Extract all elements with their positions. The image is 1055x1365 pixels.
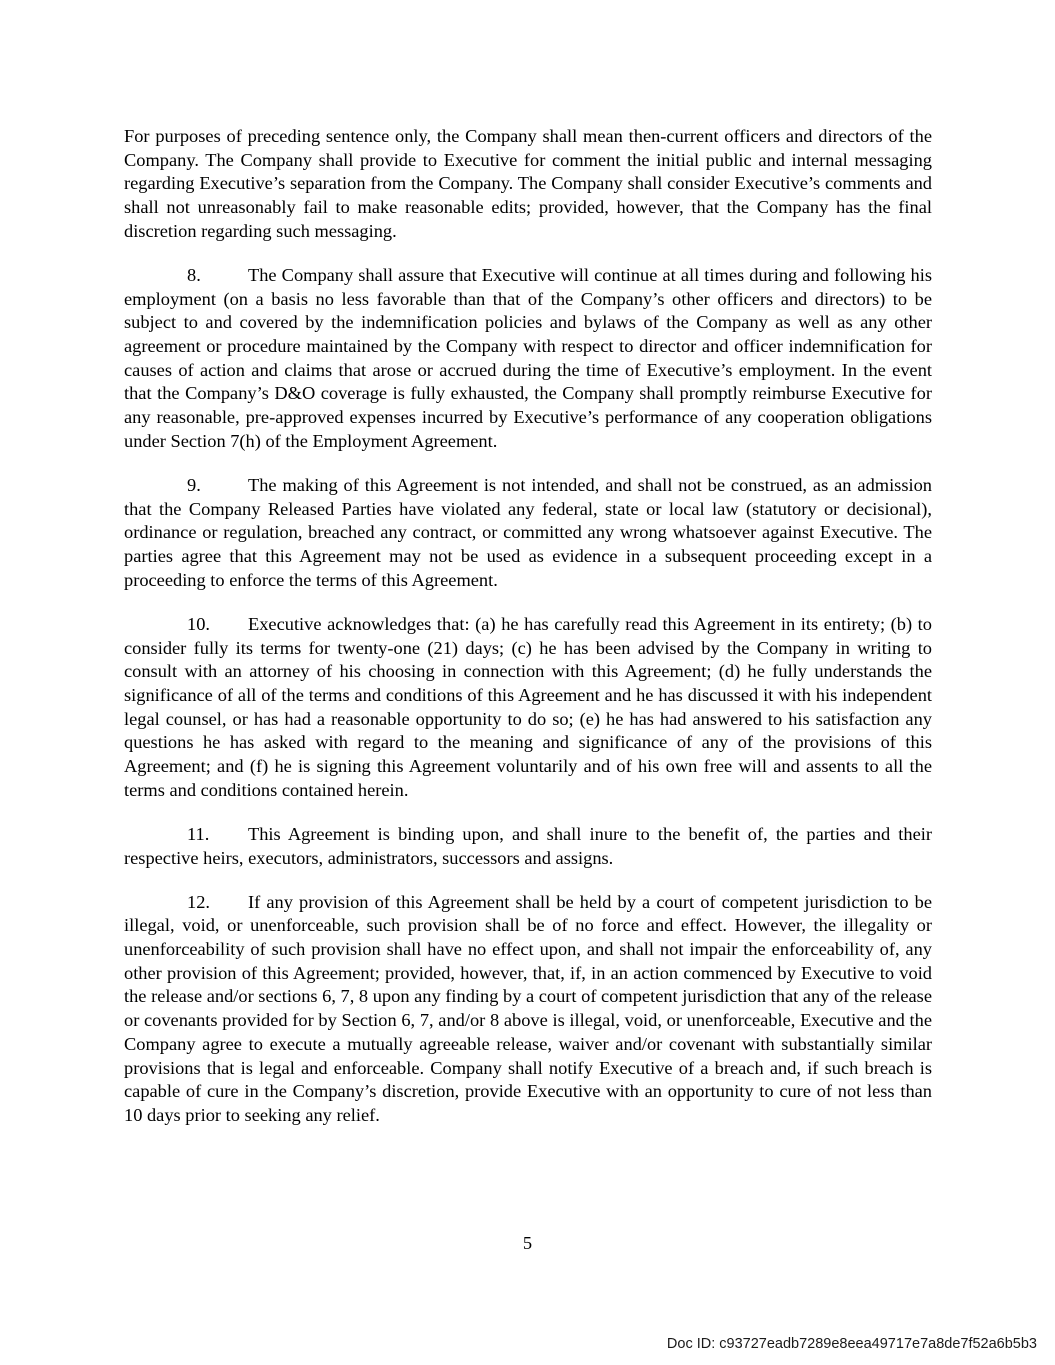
paragraph-continuation bbox=[124, 125, 932, 244]
paragraph-text: The making of this Agreement is not intended, and shall not be construed, as an admission that the Company Released Parties have violated any federal, state or local law (statutory or decisional), ordinance or regulation, breached any contract, or committed any wrong whatsoever against Executive. The parties agree that this Agreement may not be used as evidence in a subsequent proceeding except in a proceeding to enforce the terms of this Agreement. bbox=[124, 474, 932, 590]
paragraph-9 bbox=[124, 474, 932, 593]
paragraph-number: 9. bbox=[187, 474, 201, 495]
paragraph-10 bbox=[124, 613, 932, 803]
paragraph-8 bbox=[124, 264, 932, 454]
paragraph-number: 11. bbox=[187, 823, 210, 844]
paragraph-text: If any provision of this Agreement shall be held by a court of competent jurisdiction to be illegal, void, or unenforceable, such provision shall be of no force and effect. However, the illegality or unenforceability of such provision shall have no effect upon, and shall not impair the enforceability of, any other provision of this Agreement; provided, however, that, if, in an action commenced by Executive to void the release and/or sections 6, 7, 8 upon any finding by a court of competent jurisdiction that any of the release or covenants provided for by Section 6, 7, and/or 8 above is illegal, void, or unenforceable, Executive and the Company agree to execute a mutually agreeable release, waiver and/or covenant with substantially similar provisions that is legal and enforceable. Company shall notify Executive of a breach and, if such breach is capable of cure in the Company’s discretion, provide Executive with an opportunity to cure of not less than 10 days prior to seeking any relief. bbox=[124, 891, 932, 1125]
doc-id-footer: Doc ID: c93727eadb7289e8eea49717e7a8de7f52a6b5b3 bbox=[666, 1336, 1037, 1352]
paragraph-text: This Agreement is binding upon, and shall inure to the benefit of, the parties and their respective heirs, executors, administrators, successors and assigns. bbox=[124, 823, 932, 868]
document-body bbox=[124, 125, 932, 1148]
paragraph-number: 12. bbox=[187, 891, 210, 912]
paragraph-number: 8. bbox=[187, 264, 201, 285]
paragraph-text: The Company shall assure that Executive will continue at all times during and following his employment (on a basis no less favorable than that of the Company’s other officers and directors) to be subject to and covered by the indemnification policies and bylaws of the Company as well as any other agreement or procedure maintained by the Company with respect to director and officer indemnification for causes of action and claims that arose or accrued during the time of Executive’s employment. In the event that the Company’s D&O coverage is fully exhausted, the Company shall promptly reimburse Executive for any reasonable, pre-approved expenses incurred by Executive’s performance of any cooperation obligations under Section 7(h) of the Employment Agreement. bbox=[124, 264, 932, 451]
page-number: 5 bbox=[522, 1233, 533, 1253]
paragraph-number: 10. bbox=[187, 613, 210, 634]
paragraph-12 bbox=[124, 891, 932, 1128]
paragraph-text: Executive acknowledges that: (a) he has carefully read this Agreement in its entirety; (b) to consider fully its terms for twenty-one (21) days; (c) he has been advised by the Company in writing to consult with an attorney of his choosing in connection with this Agreement; (d) he fully understands the significance of all of the terms and conditions of this Agreement and he has discussed it with his independent legal counsel, or has had a reasonable opportunity to do so; (e) he has had answered to his satisfaction any questions he has asked with regard to the meaning and significance of any of the provisions of this Agreement; and (f) he is signing this Agreement voluntarily and of his own free will and assents to all the terms and conditions contained herein. bbox=[124, 613, 932, 800]
paragraph-11 bbox=[124, 823, 932, 870]
paragraph-text: For purposes of preceding sentence only, the Company shall mean then-current officers and directors of the Company. The Company shall provide to Executive for comment the initial public and internal messaging regarding Executive’s separation from the Company. The Company shall consider Executive’s comments and shall not unreasonably fail to make reasonable edits; provided, however, that the Company has the final discretion regarding such messaging. bbox=[124, 126, 932, 241]
